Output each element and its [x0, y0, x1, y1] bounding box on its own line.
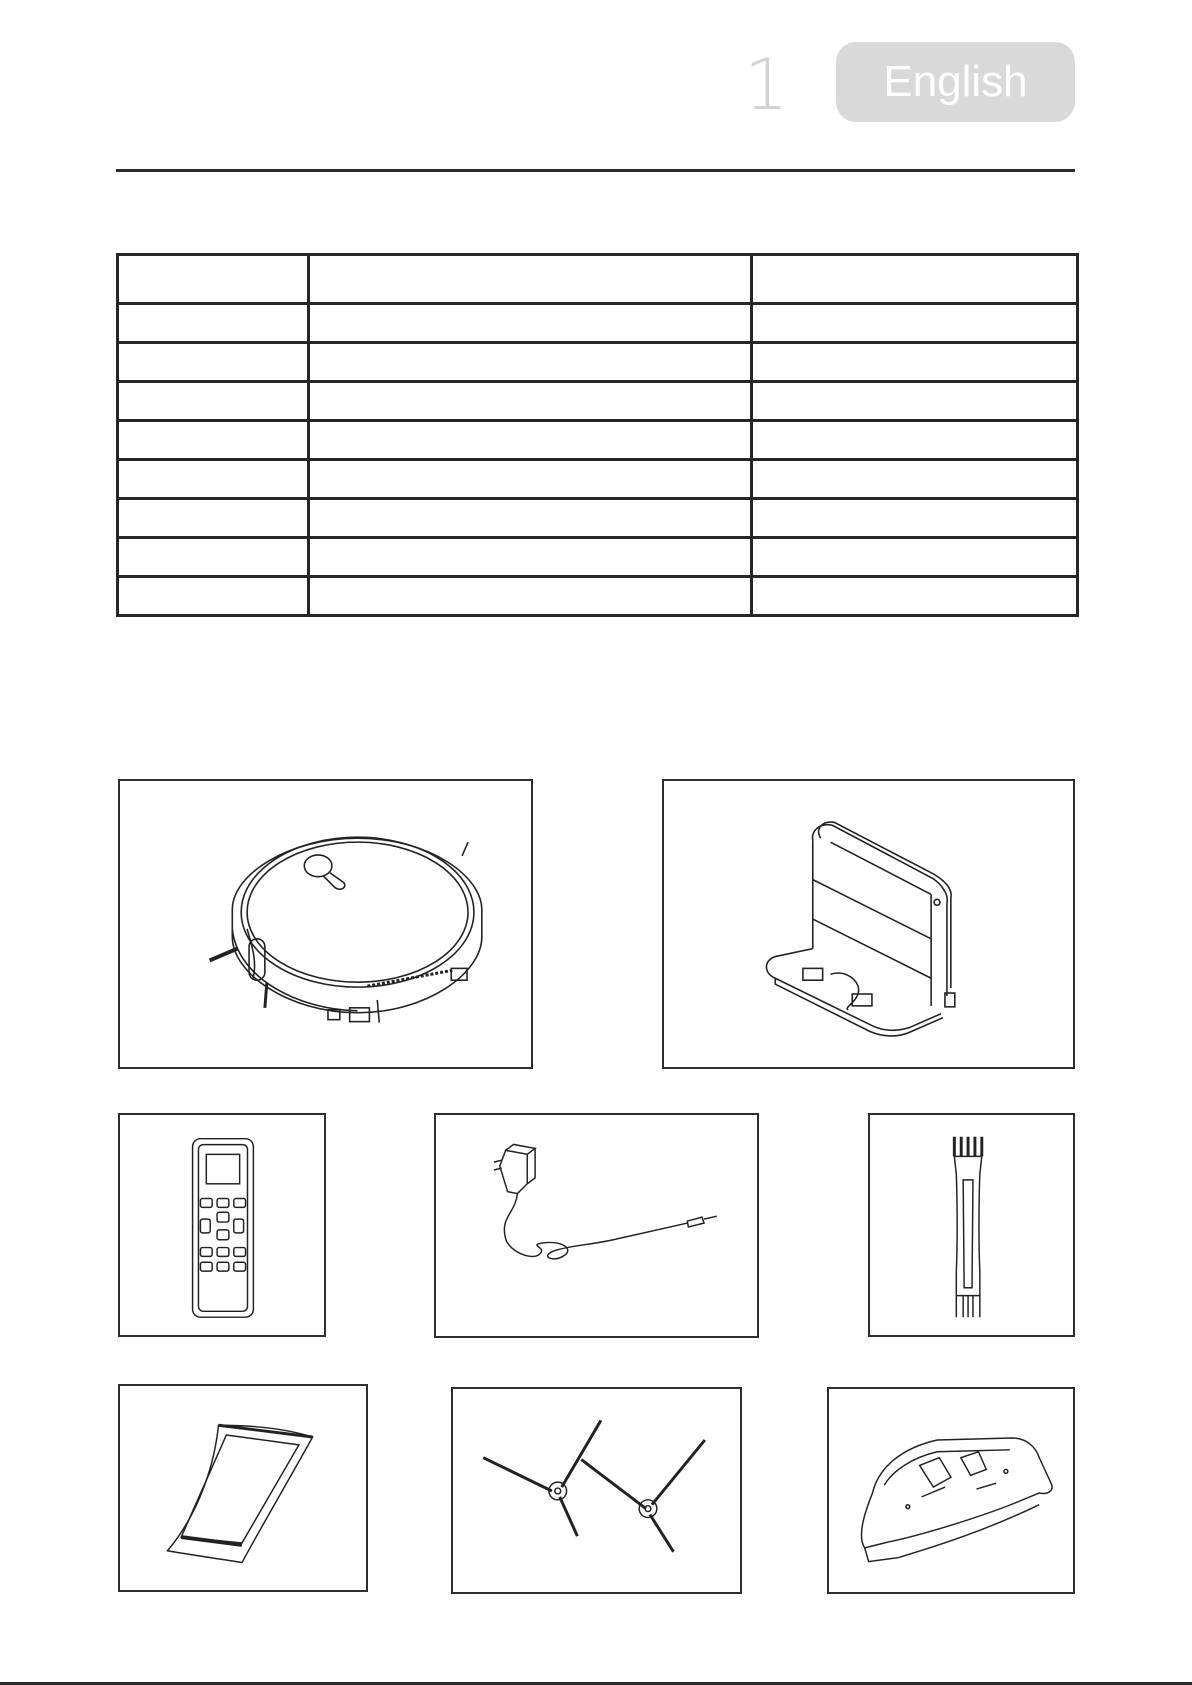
mop-bracket-icon — [829, 1389, 1073, 1592]
table-cell — [752, 343, 1078, 382]
robot-vacuum-panel — [118, 779, 533, 1069]
table-cell — [118, 499, 309, 538]
mop-bracket-panel — [827, 1387, 1075, 1594]
language-badge: English — [836, 42, 1075, 122]
table-row — [118, 577, 1078, 616]
table-cell — [309, 255, 752, 304]
side-brushes-panel — [451, 1387, 742, 1594]
table-cell — [118, 421, 309, 460]
charging-dock-icon — [664, 781, 1073, 1067]
charging-dock-panel — [662, 779, 1075, 1069]
table-cell — [309, 538, 752, 577]
table-cell — [118, 577, 309, 616]
header-divider — [116, 169, 1075, 172]
cleaning-brush-icon — [870, 1115, 1073, 1335]
table-cell — [118, 460, 309, 499]
table-cell — [118, 343, 309, 382]
table-cell — [309, 304, 752, 343]
table-cell — [309, 577, 752, 616]
table-cell — [118, 304, 309, 343]
table-cell — [752, 577, 1078, 616]
table-row — [118, 538, 1078, 577]
table-row — [118, 460, 1078, 499]
table-cell — [752, 382, 1078, 421]
power-adapter-icon — [436, 1115, 757, 1336]
table-cell — [309, 421, 752, 460]
table-row — [118, 421, 1078, 460]
table-cell — [118, 382, 309, 421]
power-adapter-panel — [434, 1113, 759, 1338]
table-cell — [118, 255, 309, 304]
robot-vacuum-icon — [120, 781, 531, 1067]
cleaning-brush-panel — [868, 1113, 1075, 1337]
user-manual-icon — [120, 1386, 366, 1590]
table-cell — [118, 538, 309, 577]
table-row — [118, 304, 1078, 343]
spec-table — [116, 253, 1079, 617]
table-cell — [752, 460, 1078, 499]
table-cell — [309, 460, 752, 499]
table-cell — [752, 538, 1078, 577]
table-header-row — [118, 255, 1078, 304]
table-cell — [752, 304, 1078, 343]
table-cell — [309, 343, 752, 382]
table-cell — [752, 255, 1078, 304]
table-row — [118, 382, 1078, 421]
table-cell — [752, 421, 1078, 460]
table-cell — [752, 499, 1078, 538]
remote-control-icon — [120, 1115, 324, 1335]
user-manual-panel — [118, 1384, 368, 1592]
table-cell — [309, 382, 752, 421]
side-brushes-icon — [453, 1389, 740, 1592]
table-row — [118, 343, 1078, 382]
page-number: 1 — [744, 44, 789, 126]
remote-control-panel — [118, 1113, 326, 1337]
table-cell — [309, 499, 752, 538]
table-row — [118, 499, 1078, 538]
